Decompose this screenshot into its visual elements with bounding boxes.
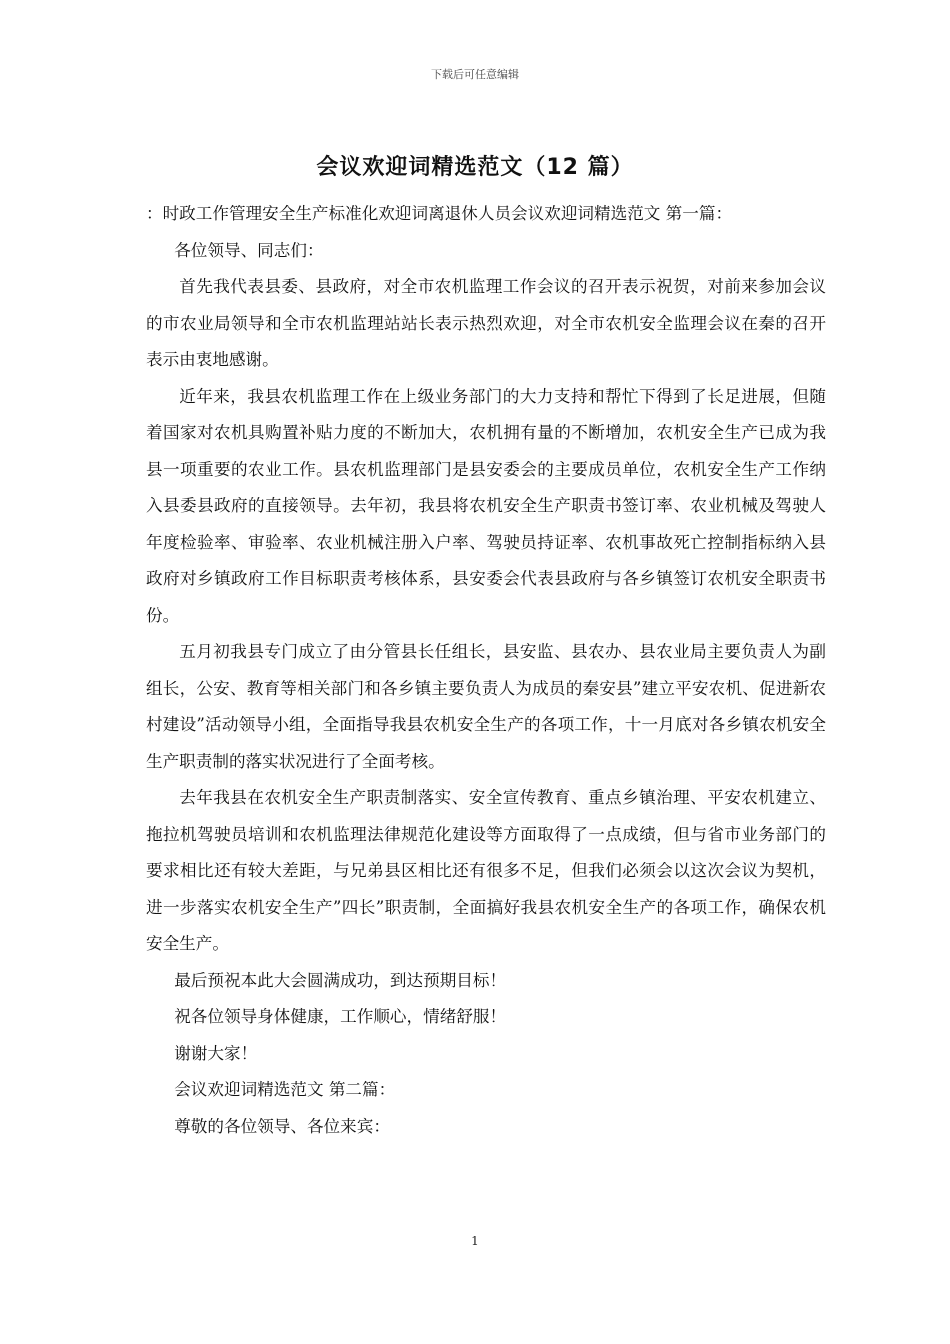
paragraph: 去年我县在农机安全生产职责制落实、安全宣传教育、重点乡镇治理、平安农机建立、拖拉机驾驶员培训和农机监理法律规范化建设等方面取得了一点成绩，但与省市业务部门的要求相比还有较大差距，与兄弟县区相比还有很多不足，但我们必须会以这次会议为契机，进一步落实农机安全生产”四长”职责制，全面搞好我县农机安全生产的各项工作，确保农机安全生产。 xyxy=(146,788,826,953)
paragraph: 五月初我县专门成立了由分管县长任组长，县安监、县农办、县农业局主要负责人为副组长，公安、教育等相关部门和各乡镇主要负责人为成员的秦安县”建立平安农机、促进新农村建设”活动领导小组，全面指导我县农机安全生产的各项工作，十一月底对各乡镇农机安全生产职责制的落实状况进行了全面考核。 xyxy=(146,642,826,771)
document-body xyxy=(146,196,826,1145)
salutation: 各位领导、同志们： xyxy=(174,240,324,260)
paragraph: 首先我代表县委、县政府，对全市农机监理工作会议的召开表示祝贺，对前来参加会议的市农业局领导和全市农机监理站站长表示热烈欢迎，对全市农机安全监理会议在秦的召开表示由衷地感谢。 xyxy=(146,277,826,369)
page-number: 1 xyxy=(471,1234,479,1248)
section-heading: 会议欢迎词精选范文 第二篇： xyxy=(174,1080,396,1099)
page-header-note: 下载后可任意编辑 xyxy=(431,68,519,81)
salutation: 尊敬的各位领导、各位来宾： xyxy=(174,1116,390,1136)
closing-line: 谢谢大家！ xyxy=(174,1043,258,1063)
closing-line: 祝各位领导身体健康，工作顺心，情绪舒服！ xyxy=(174,1007,507,1026)
paragraph: 近年来，我县农机监理工作在上级业务部门的大力支持和帮忙下得到了长足进展，但随着国家对农机具购置补贴力度的不断加大，农机拥有量的不断增加，农机安全生产已成为我县一项重要的农业工作。县农机监理部门是县安委会的主要成员单位，农机安全生产工作纳入县委县政府的直接领导。去年初，我县将农机安全生产职责书签订率、农业机械及驾驶人年度检验率、审验率、农业机械注册入户率、驾驶员持证率、农机事故死亡控制指标纳入县政府对乡镇政府工作目标职责考核体系，县安委会代表县政府与各乡镇签订农机安全职责书份。 xyxy=(146,386,826,625)
intro-line: ：时政工作管理安全生产标准化欢迎词离退休人员会议欢迎词精选范文 第一篇： xyxy=(146,204,733,223)
document-title: 会议欢迎词精选范文（12 篇） xyxy=(316,155,634,180)
closing-line: 最后预祝本此大会圆满成功，到达预期目标！ xyxy=(174,970,507,990)
